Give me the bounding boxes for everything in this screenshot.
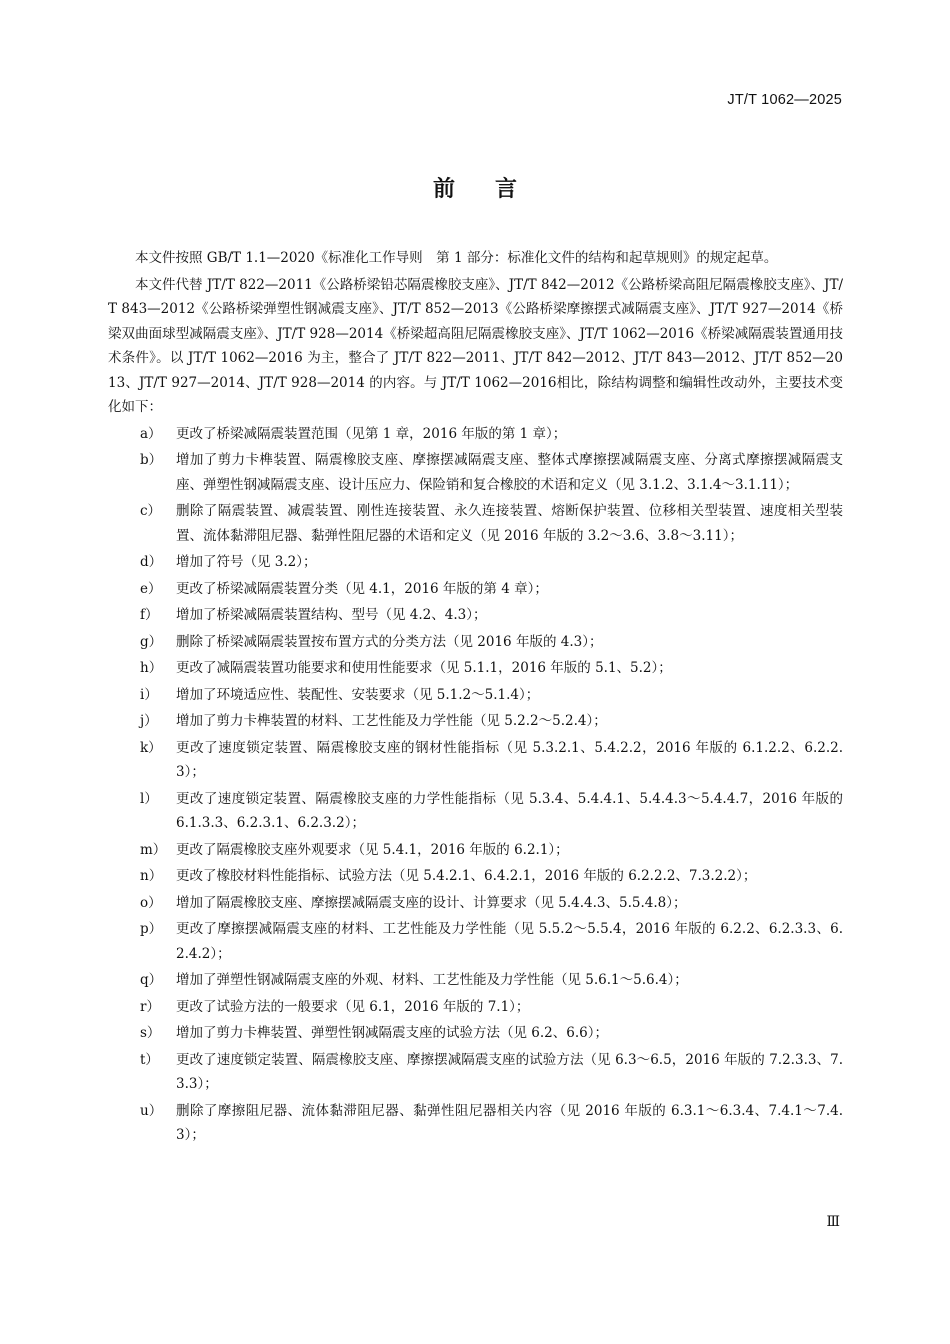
list-item: [108, 787, 843, 836]
list-item-label: d）: [140, 554, 163, 570]
list-item-text: 更改了隔震橡胶支座外观要求（见 5.4.1，2016 年版的 6.2.1）；: [176, 841, 569, 858]
list-item-label: r）: [140, 998, 160, 1015]
list-item-label: n）: [140, 868, 163, 884]
paragraph-replacement: 本文件代替 JT/T 822—2011《公路桥梁铅芯隔震橡胶支座》、JT/T 842—2012《公路桥梁高阻尼隔震橡胶支座》、JT/T 843—2012《公路桥梁弹塑性钢减震支座》、JT/T 852—2013《公路桥梁摩擦摆式减隔震支座》、JT/T 927—2014《桥梁双曲面球型减隔震支座》、JT/T 928—2014《桥梁超高阻尼隔震橡胶支座》、JT/T 1062—2016《桥梁减隔震装置通用技术条件》。以 JT/T 1062—2016 为主，整合了 JT/T 822—2011、JT/T 842—2012、JT/T 843—2012、JT/T 852—2013、JT/T 927—2014、JT/T 928—2014 的内容。与 JT/T 1062—2016相比，除结构调整和编辑性改动外，主要技术变化如下：: [108, 276, 843, 415]
list-item-text: 增加了剪力卡榫装置、隔震橡胶支座、摩擦摆减隔震支座、整体式摩擦摆减隔震支座、分离式摩擦摆减隔震支座、弹塑性钢减隔震支座、设计压应力、保险销和复合橡胶的术语和定义（见 3.1.2、3.1.4～3.1.11）；: [176, 452, 843, 493]
list-item-text: 更改了试验方法的一般要求（见 6.1，2016 年版的 7.1）；: [176, 998, 530, 1015]
list-item-text: 增加了隔震橡胶支座、摩擦摆减隔震支座的设计、计算要求（见 5.4.4.3、5.5.4.8）；: [176, 894, 687, 911]
list-item-text: 更改了速度锁定装置、隔震橡胶支座的力学性能指标（见 5.3.4、5.4.4.1、5.4.4.3～5.4.4.7，2016 年版的 6.1.3.3、6.2.3.1、6.2.3.2）；: [176, 790, 843, 831]
list-item-label: k）: [140, 739, 162, 756]
list-item-label: o）: [140, 894, 162, 911]
list-item: [108, 499, 843, 548]
list-item-text: 更改了速度锁定装置、隔震橡胶支座的钢材性能指标（见 5.3.2.1、5.4.2.2，2016 年版的 6.1.2.2、6.2.2.3）；: [176, 739, 843, 780]
list-item: [108, 422, 843, 447]
list-item-label: m）: [140, 841, 167, 858]
list-item-label: j）: [140, 713, 158, 729]
list-item-text: 更改了减隔震装置功能要求和使用性能要求（见 5.1.1，2016 年版的 5.1、5.2）；: [176, 660, 672, 676]
list-item-label: s）: [140, 1025, 161, 1041]
list-item: [108, 968, 843, 993]
list-item: [108, 838, 843, 863]
list-item-label: f）: [140, 607, 159, 623]
list-item-text: 增加了弹塑性钢减隔震支座的外观、材料、工艺性能及力学性能（见 5.6.1～5.6.4）；: [176, 972, 688, 988]
list-item-label: q）: [140, 972, 163, 988]
list-item-label: u）: [140, 1102, 163, 1119]
list-item-label: g）: [140, 633, 163, 650]
list-item: [108, 917, 843, 966]
changes-list: [108, 422, 843, 1148]
list-item: [108, 1021, 843, 1046]
list-item-text: 增加了环境适应性、装配性、安装要求（见 5.1.2～5.1.4）；: [176, 686, 540, 703]
list-item: [108, 683, 843, 708]
list-item-text: 更改了摩擦摆减隔震支座的材料、工艺性能及力学性能（见 5.5.2～5.5.4，2016 年版的 6.2.2、6.2.3.3、6.2.4.2）；: [176, 921, 843, 962]
list-item: [108, 550, 843, 575]
list-item: [108, 864, 843, 889]
list-item-text: 删除了摩擦阻尼器、流体黏滞阻尼器、黏弹性阻尼器相关内容（见 2016 年版的 6.3.1～6.3.4、7.4.1～7.4.3）；: [176, 1102, 843, 1143]
list-item-label: c）: [140, 503, 162, 519]
paragraph-drafting-rules: 本文件按照 GB/T 1.1—2020《标准化工作导则 第 1 部分：标准化文件的结构和起草规则》的规定起草。: [135, 250, 778, 266]
list-item-label: a）: [140, 425, 162, 442]
list-item: [108, 1099, 843, 1148]
list-item-text: 增加了剪力卡榫装置的材料、工艺性能及力学性能（见 5.2.2～5.2.4）；: [176, 713, 607, 729]
list-item: [108, 891, 843, 916]
list-item-text: 增加了剪力卡榫装置、弹塑性钢减隔震支座的试验方法（见 6.2、6.6）；: [176, 1025, 608, 1041]
list-item-text: 删除了桥梁减隔震装置按布置方式的分类方法（见 2016 年版的 4.3）；: [176, 633, 603, 650]
list-item-text: 更改了橡胶材料性能指标、试验方法（见 5.4.2.1、6.4.2.1，2016 年版的 6.2.2.2、7.3.2.2）；: [176, 868, 757, 884]
list-item-label: p）: [140, 921, 163, 937]
list-item-text: 更改了速度锁定装置、隔震橡胶支座、摩擦摆减隔震支座的试验方法（见 6.3～6.5，2016 年版的 7.2.3.3、7.3.3）；: [176, 1051, 843, 1092]
list-item-text: 更改了桥梁减隔震装置分类（见 4.1，2016 年版的第 4 章）；: [176, 580, 548, 597]
list-item-text: 增加了桥梁减隔震装置结构、型号（见 4.2、4.3）；: [176, 607, 487, 623]
list-item-label: l）: [140, 790, 158, 807]
list-item-text: 删除了隔震装置、减震装置、刚性连接装置、永久连接装置、熔断保护装置、位移相关型装置、速度相关型装置、流体黏滞阻尼器、黏弹性阻尼器的术语和定义（见 2016 年版的 3.2～3.6、3.8～3.11）；: [176, 503, 843, 544]
list-item-label: i）: [140, 686, 158, 703]
document-code: JT/T 1062—2025: [727, 92, 842, 108]
list-item-text: 增加了符号（见 3.2）；: [176, 554, 317, 570]
list-item: [108, 656, 843, 681]
list-item: [108, 630, 843, 655]
list-item-label: h）: [140, 660, 163, 676]
list-item: [108, 577, 843, 602]
page-title: 前言: [432, 177, 557, 202]
list-item: [108, 448, 843, 497]
page-number: Ⅲ: [826, 1215, 840, 1230]
list-item: [108, 603, 843, 628]
list-item: [108, 1048, 843, 1097]
list-item-label: e）: [140, 580, 162, 597]
list-item-text: 更改了桥梁减隔震装置范围（见第 1 章，2016 年版的第 1 章）；: [176, 425, 567, 442]
list-item-label: t）: [140, 1051, 159, 1068]
document-body: [108, 246, 843, 1150]
list-item: [108, 709, 843, 734]
list-item-label: b）: [140, 452, 163, 468]
list-item: [108, 995, 843, 1020]
list-item: [108, 736, 843, 785]
